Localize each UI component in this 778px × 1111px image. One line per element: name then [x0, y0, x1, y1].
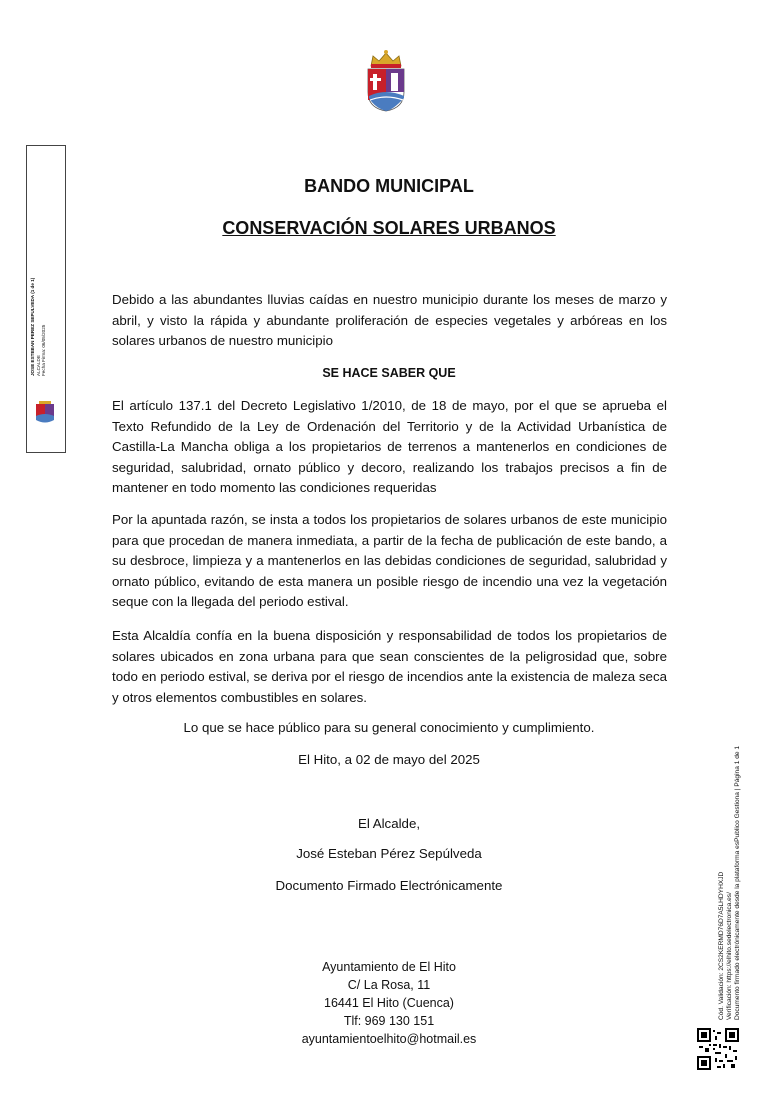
- signer-stamp-name: JOSE ESTEBAN PEREZ SEPULVEDA (1 de 1): [30, 277, 35, 376]
- address-phone: Tlf: 969 130 151: [343, 1014, 435, 1028]
- signer-stamp-date: Fecha Firma: 06/05/2025: [41, 324, 46, 376]
- signer-name: José Esteban Pérez Sepúlveda: [296, 846, 482, 861]
- address-email[interactable]: ayuntamientoelhito@hotmail.es: [301, 1032, 477, 1046]
- document-subtitle: CONSERVACIÓN SOLARES URBANOS: [222, 218, 556, 238]
- signature-stamp-box: [26, 145, 66, 453]
- address-line: Ayuntamiento de El Hito: [322, 960, 456, 974]
- document-title: BANDO MUNICIPAL: [304, 176, 474, 196]
- platform-note: Documento firmado electrónicamente desde la plataforma esPublico Gestiona | Página 1 de 1: [734, 745, 741, 1020]
- small-crest-icon: [33, 399, 59, 425]
- address-line: C/ La Rosa, 11: [347, 978, 431, 992]
- announcement-heading: SE HACE SABER QUE: [322, 366, 456, 380]
- date-line: El Hito, a 02 de mayo del 2025: [298, 752, 480, 767]
- closing-line: Lo que se hace público para su general conocimiento y cumplimiento.: [183, 720, 595, 735]
- signed-note: Documento Firmado Electrónicamente: [275, 878, 503, 893]
- responsibility-paragraph: Esta Alcaldía confía en la buena disposición y responsabilidad de todos los propietarios de solares ubicados en zona urbana para que sean conscientes de la peligrosidad que, sobre todo en periodo estival, se deriva por el riesgo de incendios ante la existencia de maleza seca y otros elementos combustibles en solares.: [112, 628, 667, 705]
- signer-title: El Alcalde,: [357, 816, 421, 831]
- intro-paragraph: Debido a las abundantes lluvias caídas en nuestro municipio durante los meses de marzo y abril, y visto la rápida y abundante proliferación de especies vegetales y arbóreas en los solares urbanos de nuestro municipio: [112, 292, 667, 348]
- law-paragraph: El artículo 137.1 del Decreto Legislativo 1/2010, de 18 de mayo, por el que se aprueba el Texto Refundido de la Ley de Ordenación del Territorio y de la Actividad Urbanística de Castilla-La Mancha obliga a los propietarios de terrenos a mantenerlos en condiciones de seguridad, salubridad, ornato público y decoro, realizando los trabajos precisos a fin de mantener en todo momento las condiciones requeridas: [112, 398, 667, 495]
- address-line: 16441 El Hito (Cuenca): [324, 996, 454, 1010]
- coat-of-arms-logo: [363, 48, 409, 112]
- validation-code: Cód. Validación: 2CS2KERMD76D7A5LHDYHXJD: [718, 871, 725, 1020]
- instruction-paragraph: Por la apuntada razón, se insta a todos los propietarios de solares urbanos de este municipio para que procedan de manera inmediata, a partir de la fecha de publicación de este bando, a su desbroce, limpieza y a mantenerlos en las debidas condiciones de seguridad, salubridad y ornato público, evitando de esta manera un posible riesgo de incendio una vez la vegetación seque con la llegada del periodo estival.: [112, 512, 667, 609]
- signer-stamp-role: ALCALDE: [36, 355, 41, 376]
- verification-url[interactable]: Verificación: https://elhito.sedelectronica.es/: [726, 892, 733, 1020]
- verification-margin: [704, 680, 744, 1020]
- qr-code-icon: [697, 1028, 739, 1070]
